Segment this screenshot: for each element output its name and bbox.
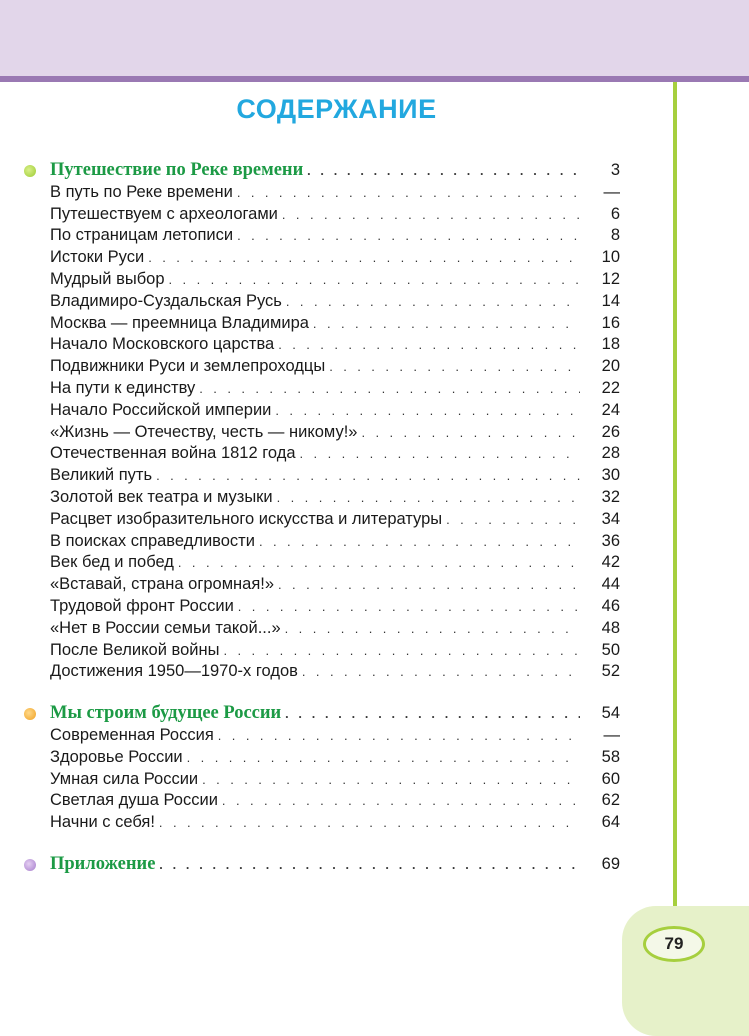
dot-leader — [223, 640, 580, 662]
toc-entry[interactable] — [50, 812, 620, 834]
toc-entry-label: Умная сила России — [50, 769, 199, 788]
toc-entry-label: На пути к единству — [50, 378, 196, 397]
toc-entry-label: Начало Российской империи — [50, 400, 272, 419]
toc-entry-page: 36 — [601, 531, 620, 550]
toc-entry-label: По страницам летописи — [50, 226, 234, 245]
side-rule — [673, 82, 677, 922]
toc-entry-page: 6 — [610, 204, 620, 223]
section-page: 54 — [601, 704, 620, 723]
toc-entry-page: — — [603, 725, 620, 744]
section-page: 69 — [601, 854, 620, 873]
toc-entry[interactable] — [50, 747, 620, 769]
dot-leader — [278, 334, 580, 356]
toc-entry[interactable] — [50, 487, 620, 509]
toc-entry-label: Владимиро-Суздальская Русь — [50, 291, 282, 310]
dot-leader — [199, 378, 580, 400]
toc-entry[interactable] — [50, 225, 620, 247]
page-title: СОДЕРЖАНИЕ — [236, 94, 437, 124]
toc-entry[interactable] — [50, 313, 620, 335]
toc-entry-label: Мудрый выбор — [50, 269, 165, 288]
page-number-badge — [643, 926, 705, 962]
toc-entry-page: 22 — [601, 378, 620, 397]
toc-entry[interactable] — [50, 378, 620, 400]
toc-entry-page: 64 — [601, 813, 620, 832]
corner-tab — [622, 906, 749, 1036]
toc-entry-page: 16 — [601, 313, 620, 332]
dot-leader — [277, 487, 580, 509]
toc-entry-label: Расцвет изобразительного искусства и литературы — [50, 509, 443, 528]
toc-section-2[interactable] — [50, 703, 620, 725]
section-1-entries — [50, 182, 620, 683]
dot-leader — [300, 443, 580, 465]
toc-entry-label: «Жизнь — Отечеству, честь — никому!» — [50, 422, 358, 441]
toc-entry[interactable] — [50, 443, 620, 465]
dot-leader — [159, 812, 580, 834]
toc-entry[interactable] — [50, 182, 620, 204]
section-2-entries — [50, 725, 620, 834]
header-band — [0, 0, 749, 76]
section-page: 3 — [610, 161, 620, 179]
dot-leader — [237, 182, 580, 204]
toc-entry-page: 24 — [601, 400, 620, 419]
toc-entry-label: Трудовой фронт России — [50, 596, 234, 615]
dot-leader — [159, 854, 580, 876]
toc-entry-page: 34 — [601, 509, 620, 528]
toc-entry[interactable] — [50, 356, 620, 378]
toc-entry-label: «Нет в России семьи такой...» — [50, 618, 281, 637]
section-title: Приложение — [50, 853, 156, 874]
toc-entry-label: Великий путь — [50, 466, 153, 485]
toc-entry[interactable] — [50, 465, 620, 487]
dot-leader — [259, 531, 580, 553]
toc-entry[interactable] — [50, 552, 620, 574]
dot-leader — [313, 313, 580, 335]
dot-leader — [307, 160, 580, 182]
toc-entry-page: 26 — [601, 422, 620, 441]
toc-entry[interactable] — [50, 596, 620, 618]
toc-entry[interactable] — [50, 400, 620, 422]
dot-leader — [361, 422, 580, 444]
dot-leader — [329, 356, 580, 378]
toc-entry-label: Достижения 1950—1970-х годов — [50, 662, 298, 681]
toc-entry-page: 30 — [601, 466, 620, 485]
toc-entry[interactable] — [50, 790, 620, 812]
toc-entry-page: 10 — [601, 248, 620, 267]
dot-leader — [286, 291, 580, 313]
purple-bullet-icon — [24, 859, 36, 871]
toc-entry[interactable] — [50, 204, 620, 226]
dot-leader — [282, 204, 580, 226]
toc-entry-page: 58 — [601, 747, 620, 766]
toc-entry[interactable] — [50, 291, 620, 313]
toc-entry-page: 20 — [601, 357, 620, 376]
dot-leader — [278, 574, 580, 596]
toc-entry-page: 44 — [601, 575, 620, 594]
toc-entry-page: 14 — [601, 291, 620, 310]
toc-entry-page: 50 — [601, 640, 620, 659]
dot-leader — [285, 703, 580, 725]
dot-leader — [302, 661, 580, 683]
toc-entry-page: 8 — [610, 226, 620, 245]
toc-entry-page: 52 — [601, 662, 620, 681]
orange-bullet-icon — [24, 708, 36, 720]
dot-leader — [169, 269, 580, 291]
toc-entry-label: «Вставай, страна огромная!» — [50, 575, 275, 594]
dot-leader — [156, 465, 580, 487]
dot-leader — [218, 725, 580, 747]
page-number: 79 — [664, 934, 684, 953]
dot-leader — [148, 247, 580, 269]
toc-entry-label: Путешествуем с археологами — [50, 204, 278, 223]
toc-entry[interactable] — [50, 769, 620, 791]
dot-leader — [187, 747, 580, 769]
toc-entry-label: В путь по Реке времени — [50, 182, 233, 201]
toc-entry[interactable] — [50, 661, 620, 683]
toc-entry[interactable] — [50, 574, 620, 596]
section-title: Мы строим будущее России — [50, 703, 282, 724]
toc-entry[interactable] — [50, 334, 620, 356]
toc-entry-page: 60 — [601, 769, 620, 788]
toc-entry-label: Подвижники Руси и землепроходцы — [50, 357, 326, 376]
toc-entry-label: Золотой век театра и музыки — [50, 487, 273, 506]
dot-leader — [222, 790, 580, 812]
toc-entry-label: Светлая душа России — [50, 791, 218, 810]
toc-section-1[interactable] — [50, 160, 620, 182]
toc-entry-page: 18 — [601, 335, 620, 354]
toc-entry[interactable] — [50, 247, 620, 269]
toc-entry-label: Начало Московского царства — [50, 335, 275, 354]
toc-entry-label: Современная Россия — [50, 725, 214, 744]
table-of-contents — [50, 160, 620, 876]
toc-entry-label: Москва — преемница Владимира — [50, 313, 309, 332]
toc-entry-label: После Великой войны — [50, 640, 220, 659]
toc-entry-page: 42 — [601, 553, 620, 572]
toc-entry[interactable] — [50, 509, 620, 531]
toc-entry-page: 28 — [601, 444, 620, 463]
dot-leader — [446, 509, 580, 531]
toc-entry-label: В поисках справедливости — [50, 531, 255, 550]
toc-entry-label: Отечественная война 1812 года — [50, 444, 296, 463]
dot-leader — [285, 618, 580, 640]
toc-entry[interactable] — [50, 531, 620, 553]
toc-entry-page: 46 — [601, 596, 620, 615]
toc-entry-label: Истоки Руси — [50, 248, 145, 267]
toc-entry-page: 32 — [601, 487, 620, 506]
toc-entry-label: Здоровье России — [50, 747, 183, 766]
toc-entry[interactable] — [50, 422, 620, 444]
toc-entry-page: 62 — [601, 791, 620, 810]
toc-entry-page: 48 — [601, 618, 620, 637]
dot-leader — [178, 552, 580, 574]
toc-entry[interactable] — [50, 618, 620, 640]
dot-leader — [275, 400, 580, 422]
dot-leader — [237, 225, 580, 247]
toc-entry-label: Век бед и побед — [50, 553, 174, 572]
toc-section-3[interactable] — [50, 854, 620, 876]
toc-entry[interactable] — [50, 640, 620, 662]
header-rule — [0, 76, 749, 82]
dot-leader — [238, 596, 580, 618]
toc-entry[interactable] — [50, 269, 620, 291]
green-bullet-icon — [24, 165, 36, 177]
toc-entry[interactable] — [50, 725, 620, 747]
toc-entry-page: 12 — [601, 269, 620, 288]
dot-leader — [202, 769, 580, 791]
section-title: Путешествие по Реке времени — [50, 160, 304, 180]
toc-entry-label: Начни с себя! — [50, 813, 155, 832]
toc-entry-page: — — [603, 182, 620, 201]
